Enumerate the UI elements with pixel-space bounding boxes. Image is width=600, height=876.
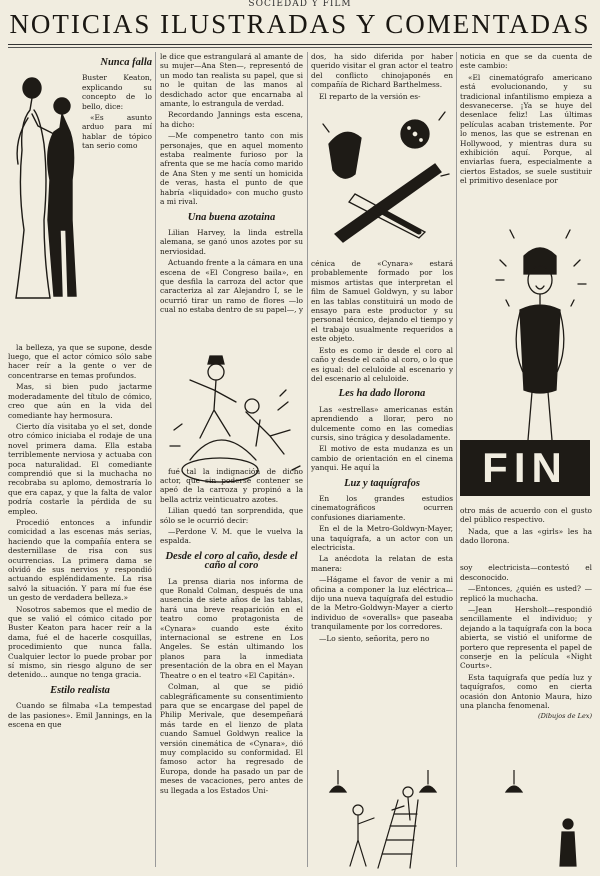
heading-una-buena-azotaina: Una buena azotaina <box>187 211 276 223</box>
article-paragraph: Las «estrellas» americanas están aprendiendo a llorar, pero no dulcemente como en las comedias cursis, sino trágica y desoladamente. <box>311 404 453 442</box>
article-paragraph: Colman, al que se pidió cablegráficamente su consentimiento para que se encargase del papel de Philip Merivale, que desempeñará más tarde en el lienzo de plata cuando Samuel Goldwyn realice la versión cinemática de «Cynara», dió muy complacido su conformidad. El famoso actor ha regresado de Europa, donde ha pasado un par de meses de vacaciones, pero antes de su llegada a los Estados Uni- <box>160 682 303 795</box>
carriage-spanking-drawing <box>160 350 305 498</box>
article-paragraph: Recordando Jannings esta escena, ha dicho: <box>160 110 303 129</box>
article-paragraph: —Hágame el favor de venir a mi oficina a componer la luz eléctrica—dijo una nueva taquígrafa del estudio de la Metro-Goldwyn-Mayer a cierto individuo de «overalls» que paseaba tranquilamente por los corredores. <box>311 575 453 632</box>
masthead-rule <box>8 44 592 45</box>
article-paragraph: otro más de acuerdo con el gusto del público respectivo. <box>460 505 592 525</box>
fin-block <box>460 440 590 496</box>
masthead-rule-thin <box>8 47 592 48</box>
heading-les-ha-dado-llorona: Les ha dado llorona <box>338 388 426 400</box>
illustrator-credit: (Dibujos de Lex) <box>538 712 592 721</box>
article-paragraph: Esta taquígrafa que pedía luz y taquígrafos, como en cierta ocasión don Antonio Maura, hizo una plancha fenomenal. <box>460 672 592 710</box>
article-paragraph: —Jean Hersholt—respondió sencillamente el individuo; y dejando a la taquígrafa con la boca abierta, se vistió el uniforme de portero que representa el papel de conserje en la película «Night Courts». <box>460 604 592 671</box>
article-paragraph: La prensa diaria nos informa de que Ronald Colman, después de una ausencia de siete años de las tablas, hará una breve reaparición en el teatro como protagonista de «Cynara» cuando este éxito internacional se estrene en Los Angeles. Se están ultimando los planos para la inmediata presentación de la obra en el Mayan Theatre o en el teatro «El Capitán». <box>160 576 303 680</box>
article-paragraph: Lilian quedó tan sorprendida, que sólo se le ocurrió decir: <box>160 506 303 525</box>
article-paragraph: En los grandes estudios cinematográficos ocurren confusiones diariamente. <box>311 493 453 522</box>
page-title: NOTICIAS ILUSTRADAS Y COMENTADAS <box>9 9 591 39</box>
article-paragraph: —Perdone V. M. que le vuelva la espalda. <box>160 527 303 546</box>
article-paragraph: fué tal la indignación de dicho actor, que sin poderse contener se apeó de la carroza y propinó a la bella actriz veinticuatro azotes. <box>160 466 303 504</box>
article-paragraph: La anécdota la relatan de esta manera: <box>311 554 453 573</box>
article-paragraph: Actuando frente a la cámara en una escena de «El Congreso baila», en que desfila la carroza del actor que caracteriza al zar Alejandro I, se le ocurrió tirar un ramo de flores —lo cual no estaba dentro de su papel—, y <box>160 258 303 315</box>
article-paragraph: le dice que estrangulará al amante de su mujer—Ana Sten—, representó de un modo tan realista su papel, que si no le quitan de las manos al desdichado actor que encarnaba al amante, lo estrangula de verdad. <box>160 52 303 109</box>
article-paragraph: Cierto día visitaba yo el set, donde otro cómico iniciaba el rodaje de una novel primera dama. Ella estaba terriblemente nerviosa y actuaba con poca naturalidad. El comediante comprendió que si la muchacha no recobraba su aplomo, demostraría lo que era capaz, y que la falta de valor podría costarle la pérdida de su empleo. <box>8 421 152 516</box>
heading-luz-y-taquigrafos: Luz y taquígrafos <box>344 477 420 489</box>
heading-nunca-falla: Nunca falla <box>100 57 152 68</box>
article-paragraph: Nosotros sabemos que el medio de que se valió el cómico citado por Buster Keaton para hacer reír a la dama, fué el de hacerle cosquillas, procedimiento que nunca falla. Cualquier lector lo puede probar por sí mismo, sin riesgo alguno de ser detenido... aunque no tenga gracia. <box>8 604 152 680</box>
lamps-ladder-drawing <box>318 770 592 870</box>
article-paragraph: Cuando se filmaba «La tempestad de las pasiones». Emil Jannings, en la escena en que <box>8 701 152 730</box>
article-paragraph: Buster Keaton, explicando su concepto de lo bello, dice: <box>82 73 152 111</box>
article-paragraph: —Lo siento, señorita, pero no <box>319 633 430 643</box>
article-paragraph: noticia en que se da cuenta de este cambio: <box>460 52 592 71</box>
article-paragraph: soy electricista—contestó el desconocido. <box>460 563 592 582</box>
article-paragraph: la belleza, ya que se supone, desde luego, que el actor cómico sólo sabe hacer reír a la gente o ver de concentrarse en temas profundos. <box>8 342 152 380</box>
fin-label: FIN <box>460 440 590 496</box>
film-reel-pen-drawing <box>315 104 455 254</box>
article-paragraph: «El cinematógrafo americano está evolucionando, y su tradicional infantilismo empieza a desvanecerse. ¡Ya se huye del desenlace feliz! Las últimas películas acaban tristemente. Por lo menos, las que se estrenan en Hollywood, y mientras dura su exhibición aquí. Porque, al enviarlas fuera, especialmente a ciertos Estados, se suele sustituir el primitivo desenlace por <box>460 72 592 186</box>
article-paragraph: cénica de «Cynara» estará probablemente formado por los mismos artistas que interpretan el film de Samuel Goldwyn, y su labor en las tablas constituirá un modo de ensayo para este productor y su personal técnico, dejando el tiempo y el trabajo usualmente requeridos a este objeto. <box>311 259 453 344</box>
article-paragraph: Nada, que a las «girls» les ha dado llorona. <box>460 526 592 545</box>
column-divider <box>155 52 156 867</box>
masthead <box>0 0 600 42</box>
article-paragraph: En el de la Metro-Goldwyn-Mayer, una taquígrafa, a un actor con un electricista. <box>311 524 453 552</box>
article-paragraph: dos, ha sido diferida por haber querido visitar el gran actor el teatro del conflicto chinojaponés en compañía de Richard Barthelmess. <box>311 52 453 90</box>
heading-desde-el-coro: Desde el coro al caño, desde el caño al coro <box>165 550 298 572</box>
article-paragraph: —Entonces, ¿quién es usted? —replicó la muchacha. <box>460 584 592 603</box>
heading-estilo-realista: Estilo realista <box>50 684 110 696</box>
article-paragraph: Mas, si bien pudo jactarme moderadamente del título de cómico, creo que aún en la vida del comediante hay hermosura. <box>8 382 152 420</box>
article-paragraph: —Me compenetro tanto con mis personajes, que en aquel momento estaba realmente furioso por la afrenta que se me hacía como marido de Ana Sten y me sentí un homicida de veras, hasta el punto de que habría «liquidado» con mucho gusto a mi rival. <box>160 131 303 207</box>
article-paragraph: Procedió entonces a infundir comicidad a las escenas más serias, haciendo que la compañía entera se desternillase de risa con sus ocurrencias. La primera dama se olvidó de sus nervios y respondió actuando espléndidamente. La risa salvó la situación. Y para mí fue ése un gesto de verdadera belleza.» <box>8 517 152 603</box>
article-paragraph: Esto es como ir desde el coro al caño y desde el caño al coro, o lo que es igual: del celuloide al escenario y del escenario al celuloide. <box>311 345 453 383</box>
keaton-couple-drawing <box>10 70 82 302</box>
article-paragraph: «Es asunto arduo para mí hablar de tópico tan serio como <box>82 113 152 151</box>
column-divider <box>307 52 308 867</box>
masthead-top: SOCIEDAD Y FILM <box>248 0 352 9</box>
article-paragraph: Lilian Harvey, la linda estrella alemana, se ganó unos azotes por su nerviosidad. <box>160 227 303 256</box>
article-paragraph: El reparto de la versión es- <box>319 91 421 101</box>
article-paragraph: El motivo de esta mudanza es un cambio de orientación en el cinema yanqui. He aquí la <box>311 444 453 473</box>
